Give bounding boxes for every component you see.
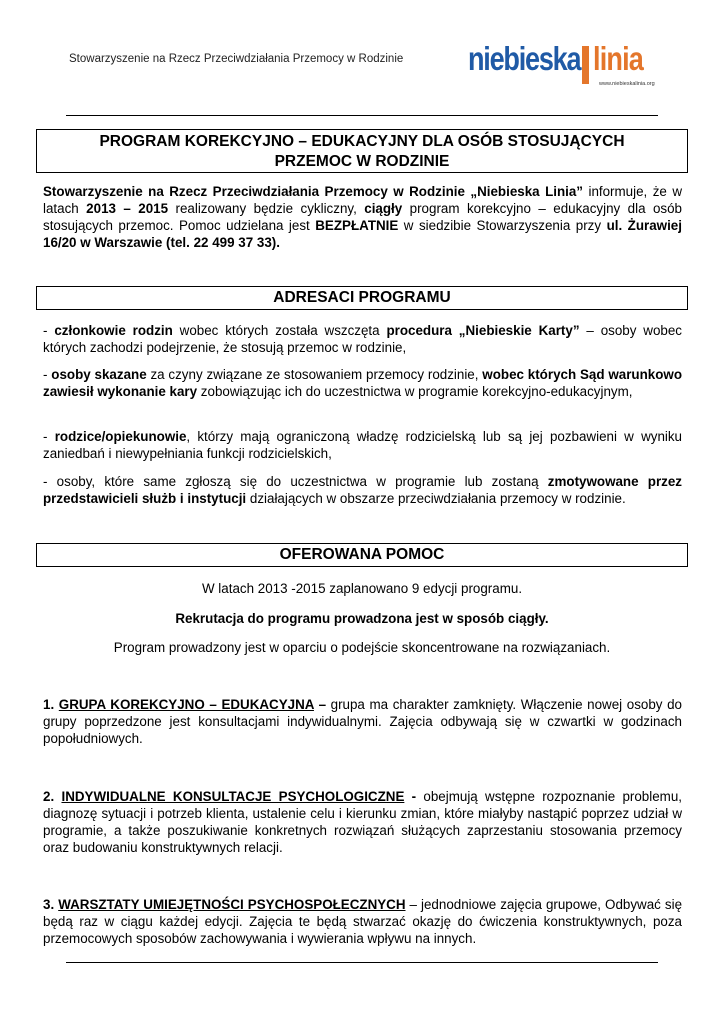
addressee-1-text-a: wobec których została wszczęta: [172, 323, 387, 338]
addressee-4-bold: zmotywowane przez przedstawicieli służb i instytucji: [43, 474, 682, 506]
addressee-item-4: [43, 473, 682, 507]
addressee-2-text-b: zobowiązując ich do uczestnictwa w programie korekcyjno-edukacyjnym,: [197, 384, 633, 399]
addressee-3-dash: -: [43, 429, 55, 444]
document-title-box: [36, 129, 688, 173]
addressee-2-dash: -: [43, 367, 52, 382]
offer-2-title: INDYWIDUALNE KONSULTACJE PSYCHOLOGICZNE: [61, 789, 405, 804]
document-title-line1: PROGRAM KOREKCYJNO – EDUKACYJNY DLA OSÓB STOSUJĄCYCH: [99, 133, 625, 150]
addressee-4-text-a: - osoby, które same zgłoszą się do uczestnictwa w programie lub zostaną: [43, 474, 548, 489]
offer-approach-line: Program prowadzony jest w oparciu o podejście skoncentrowane na rozwiązaniach.: [113, 640, 611, 655]
intro-address: ul. Żurawiej 16/20 w Warszawie (tel. 22 499 37 33).: [43, 218, 682, 250]
addressee-3-text: , którzy mają ograniczoną władzę rodzicielską lub są jej pozbawieni w wyniku zaniedbań i niewypełniania funkcji rodzicielskich,: [43, 429, 683, 461]
addressee-1-bold-a: członkowie rodzin: [54, 323, 173, 338]
offer-recruitment-line: Rekrutacja do programu prowadzona jest w sposób ciągły.: [175, 611, 549, 626]
offer-2-number: 2.: [43, 789, 62, 804]
logo-word-niebieska: niebieska: [468, 40, 581, 77]
offer-1-number: 1.: [43, 697, 59, 712]
intro-continuous: ciągły: [364, 201, 403, 216]
offer-heading: OFEROWANA POMOC: [279, 546, 445, 563]
intro-text-3: program korekcyjno – edukacyjny dla osób stosujących przemoc. Pomoc udzielana jest: [43, 201, 683, 233]
addressee-3-bold: rodzice/opiekunowie: [54, 429, 187, 444]
intro-text-1: informuje, że w latach: [43, 184, 682, 216]
addressee-item-1: [43, 322, 682, 356]
offer-item-3: [43, 896, 682, 947]
offer-3-title: WARSZTATY UMIEJĘTNOŚCI PSYCHOSPOŁECZNYCH: [58, 897, 406, 912]
addressee-4-text-b: działających w obszarze przeciwdziałania przemocy w rodzinie.: [246, 491, 626, 506]
logo-word-linia: linia: [593, 40, 644, 77]
header-organization: Stowarzyszenie na Rzecz Przeciwdziałania Przemocy w Rodzinie: [69, 53, 404, 65]
intro-free: BEZPŁATNIE: [315, 218, 399, 233]
intro-text-2: realizowany będzie cykliczny,: [168, 201, 365, 216]
offer-1-dash: –: [313, 697, 327, 712]
addressee-2-bold-b: wobec których Sąd warunkowo zawiesił wykonanie kary: [43, 367, 682, 399]
logo-bar: [582, 46, 589, 84]
addressee-item-3: [43, 428, 682, 462]
offer-item-1: [43, 696, 682, 747]
addressees-heading-box: [36, 286, 688, 310]
addressee-1-dash: -: [43, 323, 55, 338]
addressee-1-bold-b: procedura „Niebieskie Karty”: [386, 323, 580, 338]
addressee-item-2: [43, 366, 682, 400]
offer-heading-box: [36, 543, 688, 567]
intro-org: Stowarzyszenie na Rzecz Przeciwdziałania Przemocy w Rodzinie „Niebieska Linia”: [43, 184, 584, 199]
offer-2-dash: -: [404, 789, 417, 804]
offer-item-2: [43, 788, 682, 856]
bottom-divider: [66, 962, 658, 963]
offer-1-text: grupa ma charakter zamknięty. Włączenie nowej osoby do grupy poprzedzone jest konsultacjami indywidualnymi. Zajęcia odbywają się w czwartki w godzinach popołudniowych.: [43, 697, 682, 746]
addressee-2-text-a: za czyny związane ze stosowaniem przemocy rodzinie,: [146, 367, 483, 382]
offer-1-title: GRUPA KOREKCYJNO – EDUKACYJNA: [58, 697, 314, 712]
offer-editions-line: W latach 2013 -2015 zaplanowano 9 edycji programu.: [201, 581, 523, 596]
offer-3-number: 3.: [43, 897, 59, 912]
addressee-1-text-b: – osoby wobec których zachodzi podejrzenie, że stosują przemoc w rodzinie,: [43, 323, 682, 355]
addressees-heading: ADRESACI PROGRAMU: [273, 289, 451, 306]
document-title-line2: PRZEMOC W RODZINIE: [274, 153, 450, 170]
intro-text-4: w siedzibie Stowarzyszenia przy: [398, 218, 607, 233]
offer-2-text: obejmują wstępne rozpoznanie problemu, diagnozę sytuacji i potrzeb klienta, ustalenie celu i kierunku zmian, które miałyby nastąpić poprzez udział w programie, a także poszukiwanie konkretnych rozwiązań służących zaprzestaniu stosowania przemocy oraz budowaniu konstruktywnych relacji.: [43, 789, 682, 855]
logo-url: www.niebieskalinia.org: [599, 81, 655, 87]
addressee-2-bold-a: osoby skazane: [51, 367, 147, 382]
intro-years: 2013 – 2015: [86, 201, 169, 216]
offer-3-text: – jednodniowe zajęcia grupowe, Odbywać się będą raz w ciągu każdej edycji. Zajęcia te będą stwarzać okazję do ćwiczenia konstruktywnych, poza przemocowych sposobów zachowywania i wywierania wpływu na innych.: [43, 897, 683, 946]
top-divider: [66, 115, 658, 116]
intro-paragraph: [43, 183, 682, 251]
niebieska-linia-logo: [468, 40, 668, 92]
